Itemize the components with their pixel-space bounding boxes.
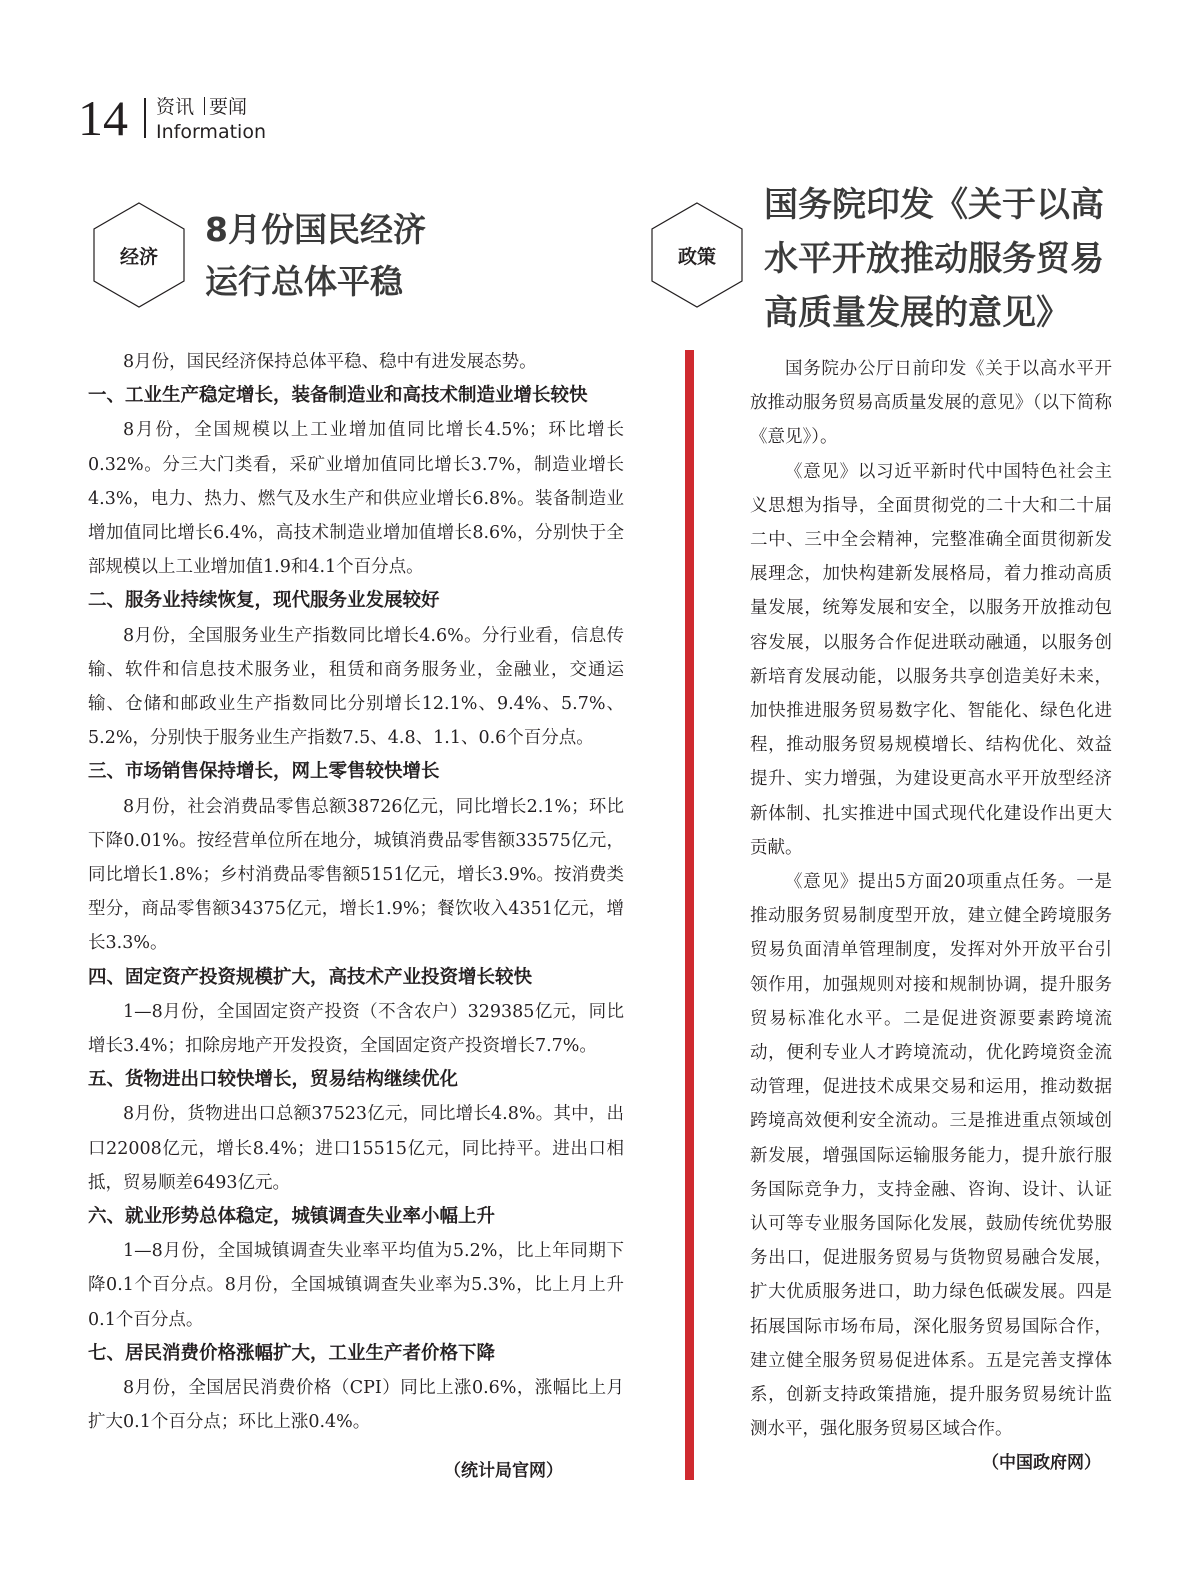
- section-cn: 资讯: [156, 96, 195, 118]
- section-heading: 五、货物进出口较快增长，贸易结构继续优化: [88, 1069, 459, 1091]
- header-divider: [144, 98, 146, 138]
- left-source: （统计局官网）: [444, 1461, 563, 1481]
- section-separator: [204, 97, 205, 115]
- left-title-line2: 运行总体平稳: [205, 262, 403, 301]
- section-en: Information: [156, 121, 266, 143]
- section-label: [156, 95, 247, 119]
- right-paragraph: 《意见》以习近平新时代中国特色社会主义思想为指导，全面贯彻党的二十大和二十届二中、三中全会精神，完整准确全面贯彻新发展理念，加快构建新发展格局，着力推动高质量发展，统筹发展和安全，以服务开放推动包容发展，以服务合作促进联动融通，以服务创新培育发展动能，以服务共享创造美好未来，加快推进服务贸易数字化、智能化、绿色化进程，推动服务贸易规模增长、结构优化、效益提升、实力增强，为建设更高水平开放型经济新体制、扎实推进中国式现代化建设作出更大贡献。: [750, 461, 1112, 858]
- right-article-body: [750, 352, 1112, 1447]
- section-heading: 三、市场销售保持增长，网上零售较快增长: [88, 761, 440, 783]
- section-text: 8月份，社会消费品零售总额38726亿元，同比增长2.1%；环比下降0.01%。按经营单位所在地分，城镇消费品零售额33575亿元，同比增长1.8%；乡村消费品零售额5151亿元，增长3.9%。按消费类型分，商品零售额34375亿元，增长1.9%；餐饮收入4351亿元，增长3.3%。: [88, 796, 624, 954]
- right-title-line3: 高质量发展的意见》: [764, 293, 1070, 333]
- right-paragraph: 国务院办公厅日前印发《关于以高水平开放推动服务贸易高质量发展的意见》（以下简称《意见》）。: [750, 359, 1112, 448]
- left-intro: 8月份，国民经济保持总体平稳、稳中有进发展态势。: [123, 352, 537, 372]
- right-paragraph: 《意见》提出5方面20项重点任务。一是推动服务贸易制度型开放，建立健全跨境服务贸易负面清单管理制度，发挥对外开放平台引领作用，加强规则对接和规制协调，提升服务贸易标准化水平。二是促进资源要素跨境流动，便利专业人才跨境流动，优化跨境资金流动管理，促进技术成果交易和运用，推动数据跨境高效便利安全流动。三是推进重点领域创新发展，增强国际运输服务能力，提升旅行服务国际竞争力，支持金融、咨询、设计、认证认可等专业服务国际化发展，鼓励传统优势服务出口，促进服务贸易与货物贸易融合发展，扩大优质服务进口，助力绿色低碳发展。四是拓展国际市场布局，深化服务贸易国际合作，建立健全服务贸易促进体系。五是完善支撑体系，创新支持政策措施，提升服务贸易统计监测水平，强化服务贸易区域合作。: [750, 872, 1112, 1440]
- page-number: 14: [78, 90, 128, 146]
- policy-tag-badge: [642, 200, 752, 310]
- section-text: 8月份，全国居民消费价格（CPI）同比上涨0.6%，涨幅比上月扩大0.1个百分点；环比上涨0.4%。: [88, 1378, 624, 1433]
- policy-tag: 政策: [677, 245, 716, 268]
- economy-tag: 经济: [119, 245, 158, 268]
- section-text: 1—8月份，全国固定资产投资（不含农户）329385亿元，同比增长3.4%；扣除房地产开发投资，全国固定资产投资增长7.7%。: [88, 1001, 624, 1057]
- section-text: 1—8月份，全国城镇调查失业率平均值为5.2%，比上年同期下降0.1个百分点。8月份，全国城镇调查失业率为5.3%，比上月上升0.1个百分点。: [88, 1241, 624, 1330]
- left-title-line1: 8月份国民经济: [205, 210, 426, 249]
- right-source: （中国政府网）: [982, 1453, 1101, 1473]
- right-title-line1: 国务院印发《关于以高: [764, 185, 1104, 225]
- subsection-cn: 要闻: [209, 96, 248, 118]
- section-heading: 七、居民消费价格涨幅扩大，工业生产者价格下降: [88, 1342, 496, 1364]
- section-heading: 一、工业生产稳定增长，装备制造业和高技术制造业增长较快: [88, 385, 588, 407]
- section-text: 8月份，货物进出口总额37523亿元，同比增长4.8%。其中，出口22008亿元，增长8.4%；进口15515亿元，同比持平。进出口相抵，贸易顺差6493亿元。: [88, 1104, 624, 1193]
- right-article-title: [764, 178, 1104, 340]
- section-text: 8月份，全国服务业生产指数同比增长4.6%。分行业看，信息传输、软件和信息技术服务业，租赁和商务服务业，金融业，交通运输、仓储和邮政业生产指数同比分别增长12.1%、9.4%、5.7%、5.2%，分别快于服务业生产指数7.5、4.8、1.1、0.6个百分点。: [88, 625, 624, 749]
- left-article-body: [88, 345, 624, 1440]
- red-divider: [685, 350, 694, 1480]
- right-title-line2: 水平开放推动服务贸易: [764, 239, 1104, 279]
- section-heading: 二、服务业持续恢复，现代服务业发展较好: [88, 590, 440, 612]
- left-article-title: [205, 204, 426, 308]
- section-text: 8月份，全国规模以上工业增加值同比增长4.5%；环比增长0.32%。分三大门类看，采矿业增加值同比增长3.7%，制造业增长4.3%，电力、热力、燃气及水生产和供应业增长6.8%。装备制造业增加值同比增长6.4%，高技术制造业增加值增长8.6%，分别快于全部规模以上工业增加值1.9和4.1个百分点。: [88, 420, 624, 578]
- section-heading: 六、就业形势总体稳定，城镇调查失业率小幅上升: [88, 1206, 496, 1228]
- economy-tag-badge: [84, 200, 194, 310]
- section-heading: 四、固定资产投资规模扩大，高技术产业投资增长较快: [88, 966, 533, 988]
